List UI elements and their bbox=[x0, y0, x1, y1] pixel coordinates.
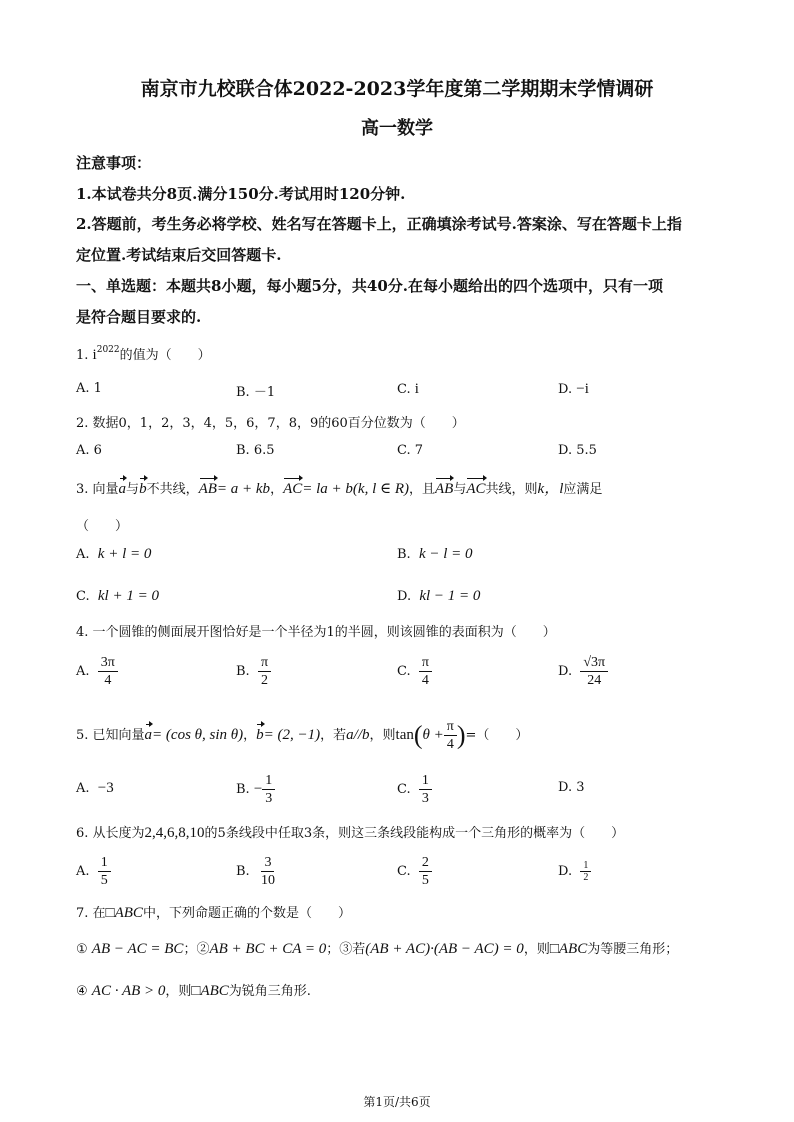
exam-subject: 高一数学 bbox=[361, 118, 433, 139]
q5-option-b: B. − $\frac{1}{3}$ bbox=[236, 772, 275, 807]
question-5: 5. 已知向量a= (cos θ, sin θ)，b= (2, −1)，若a//b，则tan(θ + $\frac{\pi}{4}$ )=（ ） bbox=[76, 719, 529, 752]
q5-option-d: D. 3 bbox=[558, 780, 585, 795]
q3-option-b: B. k − l = 0 bbox=[397, 546, 473, 562]
question-4: 4. 一个圆锥的侧面展开图恰好是一个半径为1的半圆，则该圆锥的表面积为（ ） bbox=[76, 625, 556, 640]
question-7: 7. 在□ABC中，下列命题正确的个数是（ ） bbox=[76, 905, 351, 921]
q2-option-c: C. 7 bbox=[397, 443, 424, 458]
q1-option-d: D. −i bbox=[558, 381, 589, 397]
q1-option-a: A. 1 bbox=[76, 381, 102, 396]
q5-option-c: C. $\frac{1}{3}$ bbox=[397, 772, 432, 807]
exam-title: 南京市九校联合体2022-2023学年度第二学期期末学情调研 bbox=[140, 78, 654, 100]
notes-item-2a: 2.答题前，考生务必将学校、姓名写在答题卡上，正确填涂考试号.答案涂、写在答题卡上指 bbox=[76, 215, 682, 233]
question-3-paren: （ ） bbox=[76, 519, 129, 534]
q1-option-c: C. i bbox=[397, 381, 419, 397]
q1-option-b: B. －1 bbox=[236, 385, 276, 400]
q6-option-c: C. $\frac{2}{5}$ bbox=[397, 854, 432, 889]
page-footer: 第1页/共6页 bbox=[363, 1095, 431, 1109]
q2-option-b: B. 6.5 bbox=[236, 443, 275, 458]
q3-option-a: A. k + l = 0 bbox=[76, 546, 152, 562]
question-1: 1. $i^{2022}$的值为（ ） bbox=[76, 345, 211, 363]
q4-option-b: B. $\frac{\pi}{2}$ bbox=[236, 654, 271, 689]
q4-option-d: D. $\frac{√3\pi}{24}$ bbox=[558, 654, 608, 689]
q3-option-d: D. kl − 1 = 0 bbox=[397, 588, 481, 604]
section-heading-cont: 是符合题目要求的. bbox=[76, 308, 202, 326]
q4-option-a: A. $\frac{3\pi}{4}$ bbox=[76, 654, 118, 689]
question-3: 3. 向量a与b不共线，AB= a + kb，AC= la + b(k, l ∈ R)，且AB与AC共线，则k，l应满足 bbox=[76, 481, 603, 497]
question-6: 6. 从长度为2,4,6,8,10的5条线段中任取3条，则这三条线段能构成一个三角形的概率为（ ） bbox=[76, 825, 625, 841]
notes-item-1: 1.本试卷共分8页.满分150分.考试用时120分钟. bbox=[76, 185, 406, 203]
q3-option-c: C. kl + 1 = 0 bbox=[76, 588, 159, 604]
q6-option-b: B. $\frac{3}{10}$ bbox=[236, 855, 275, 888]
q6-option-d: D. $\frac{1}{2}$ bbox=[558, 860, 591, 883]
q4-option-c: C. $\frac{\pi}{4}$ bbox=[397, 654, 432, 689]
section-heading: 一、单选题：本题共8小题，每小题5分，共40分.在每小题给出的四个选项中，只有一项 bbox=[76, 277, 663, 295]
question-7-statements: ① AB − AC = BC；②AB + BC + CA = 0；③若(AB + AC)·(AB − AC) = 0，则□ABC为等腰三角形； bbox=[76, 941, 679, 957]
question-7-statement-4: ④ AC · AB > 0，则□ABC为锐角三角形. bbox=[76, 983, 311, 999]
notes-heading: 注意事项： bbox=[76, 154, 152, 172]
question-2: 2. 数据0，1，2，3，4，5，6，7，8，9的60百分位数为（ ） bbox=[76, 416, 465, 431]
notes-item-2b: 定位置.考试结束后交回答题卡. bbox=[76, 246, 282, 264]
q2-option-d: D. 5.5 bbox=[558, 443, 597, 458]
q2-option-a: A. 6 bbox=[76, 443, 102, 458]
q6-option-a: A. $\frac{1}{5}$ bbox=[76, 854, 111, 889]
q5-option-a: A. −3 bbox=[76, 780, 114, 796]
